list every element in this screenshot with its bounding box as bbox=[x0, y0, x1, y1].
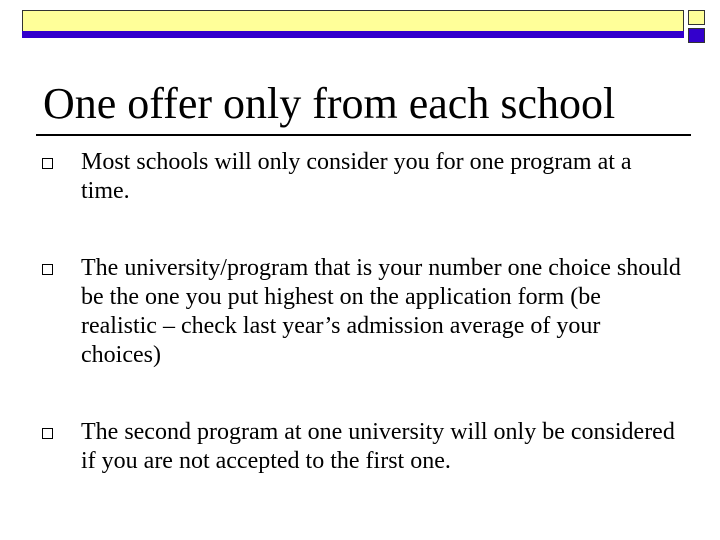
hollow-square-bullet-icon bbox=[42, 428, 53, 439]
corner-square-blue bbox=[688, 28, 705, 43]
bullet-text: The second program at one university will only be considered if you are not accepted to the first one. bbox=[81, 419, 675, 474]
hollow-square-bullet-icon bbox=[42, 264, 53, 275]
bullet-text: Most schools will only consider you for one program at a time. bbox=[81, 149, 632, 204]
slide-title: One offer only from each school bbox=[43, 79, 616, 128]
hollow-square-bullet-icon bbox=[42, 158, 53, 169]
top-banner-blue-bar bbox=[22, 31, 684, 38]
bullet-text: The university/program that is your number one choice should be the one you put highest on the application form (be realistic – check last year’s admission average of your choices) bbox=[81, 255, 681, 368]
corner-square-yellow bbox=[688, 10, 705, 25]
title-divider bbox=[36, 134, 691, 136]
